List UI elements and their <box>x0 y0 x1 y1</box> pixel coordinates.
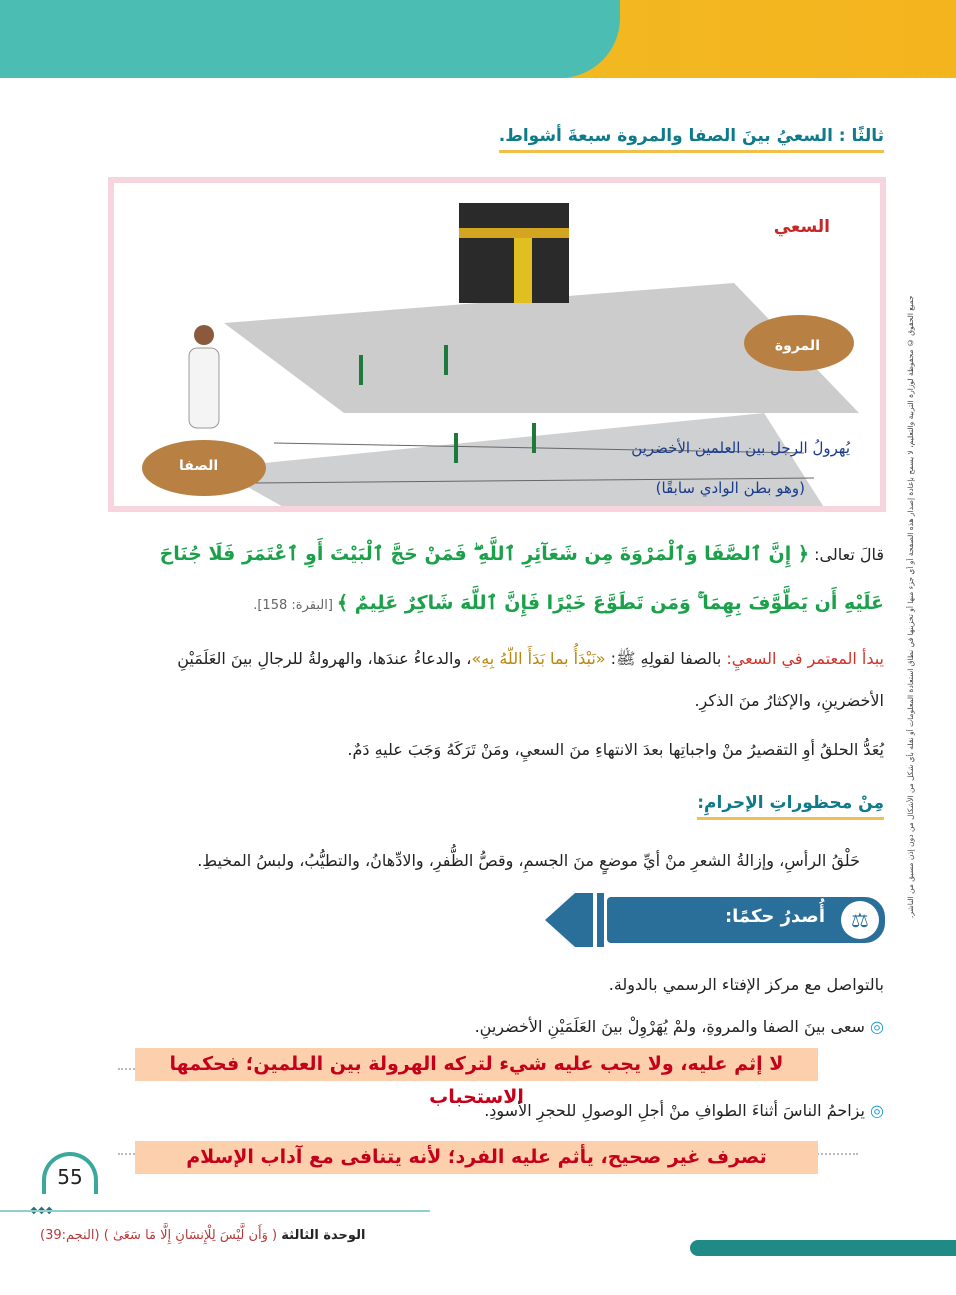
answer-1: لا إثم عليه، ولا يجب عليه شيء لتركه الهرولة بين العلمين؛ فحكمها الاستحباب <box>135 1048 818 1081</box>
footer <box>40 1228 365 1243</box>
caption-1: يُهرولُ الرجل بين العلمين الأخضرين <box>631 439 850 457</box>
illustration-frame <box>108 177 886 512</box>
question-text: يزاحمُ الناسَ أثناءَ الطوافِ منْ أجلِ الوصولِ للحجرِ الأسودِ. <box>484 1101 865 1120</box>
activity-banner <box>545 893 885 947</box>
paragraph-sai <box>114 638 884 721</box>
answer-2: تصرف غير صحيح، يأثم عليه الفرد؛ لأنه يتنافى مع آداب الإسلام <box>135 1141 818 1174</box>
bullet-icon: ◎ <box>864 1101 884 1120</box>
verse-block <box>114 530 884 629</box>
paragraph-halq: يُعَدُّ الحلقُ أوِ التقصيرُ منْ واجباتِها بعدَ الانتهاءِ منَ السعيِ، ومَنْ تَرَكَهُ وَجَبَ عليهِ دَمٌ. <box>347 740 884 759</box>
label-marwa: المروة <box>774 338 820 354</box>
gavel-icon: ⚖ <box>841 901 879 939</box>
verse-intro: قالَ تعالى: <box>809 545 884 564</box>
sai-illustration <box>114 183 880 506</box>
activity-question-2 <box>484 1096 884 1126</box>
verse-text: ﴿ إِنَّ ٱلصَّفَا وَٱلْمَرْوَةَ مِن شَعَآئِرِ ٱللَّهِ ۖ فَمَنْ حَجَّ ٱلْبَيْتَ أَوِ ٱعْتَمَرَ فَلَا جُنَاحَ عَلَيْهِ أَن يَطَّوَّفَ بِهِمَا ۚ وَمَن تَطَوَّعَ خَيْرًا فَإِنَّ ٱللَّهَ شَاكِرٌ عَلِيمٌ ﴾ <box>159 543 884 615</box>
prohibitions-title: مِنْ محظوراتِ الإحرامِ: <box>697 793 884 820</box>
caption-2: (وهو بطن الوادي سابقًا) <box>655 479 805 497</box>
decor-dots: ◆◆◆ <box>30 1205 54 1216</box>
bullet-icon: ◎ <box>864 1017 884 1036</box>
para-text-a: بالصفا لقولِهِ ﷺ: <box>605 649 722 668</box>
question-text: سعى بينَ الصفا والمروةِ، ولمْ يُهَرْوِلْ بينَ العَلَمَيْنِ الأخضرينِ. <box>474 1017 865 1036</box>
footer-bar <box>690 1240 956 1256</box>
header-band-teal <box>0 0 620 78</box>
activity-question-1 <box>475 1012 884 1042</box>
footer-unit: الوحدة الثالثة <box>281 1228 366 1243</box>
verse-reference: [البقرة: 158]. <box>253 598 338 614</box>
footer-line <box>0 1210 430 1212</box>
page-number: 55 <box>42 1152 98 1194</box>
para-text-b: ، والدعاءُ عندَها، والهرولةُ للرجالِ بينَ العَلَمَيْنِ الأخضرينِ، والإكثارُ منَ الذكرِ. <box>177 649 884 710</box>
illustration-title: السعي <box>773 217 830 237</box>
section-title: ثالثًا : السعيُ بينَ الصفا والمروة سبعةَ أشواط. <box>499 126 884 153</box>
prohibitions-text: حَلْقُ الرأسِ، وإزالةُ الشعرِ منْ أيِّ موضعٍ منَ الجسمِ، وقصُّ الظُّفرِ، والادِّهانُ، والتطيُّبُ، ولبسُ المخيطِ. <box>197 851 860 870</box>
hadith: «نَبْدَأُ بما بَدَأَ اللّهُ بِهِ» <box>471 649 606 668</box>
para-lead: يبدأ المعتمر في السعيِ: <box>721 649 884 668</box>
footer-verse: ( وَأَن لَّيْسَ لِلْإِنسَانِ إِلَّا مَا سَعَىٰ ) (النجم:39) <box>40 1228 282 1243</box>
activity-title: أُصدرُ حكمًا: <box>724 906 825 927</box>
label-safa: الصفا <box>179 458 219 474</box>
copyright-notice: جميع الحقوق © محفوظة لوزارة التربية والتعليم، لا يسمح بإعادة إصدار هذه الصفحة أو أي جزء منها أو تخزينها في نطاق استعادة المعلومات أو نقله بأي شكل من الأشكال من دون إذن مسبق من الناشر. <box>906 295 915 918</box>
activity-intro: بالتواصل مع مركز الإفتاء الرسمي بالدولة. <box>608 975 884 994</box>
